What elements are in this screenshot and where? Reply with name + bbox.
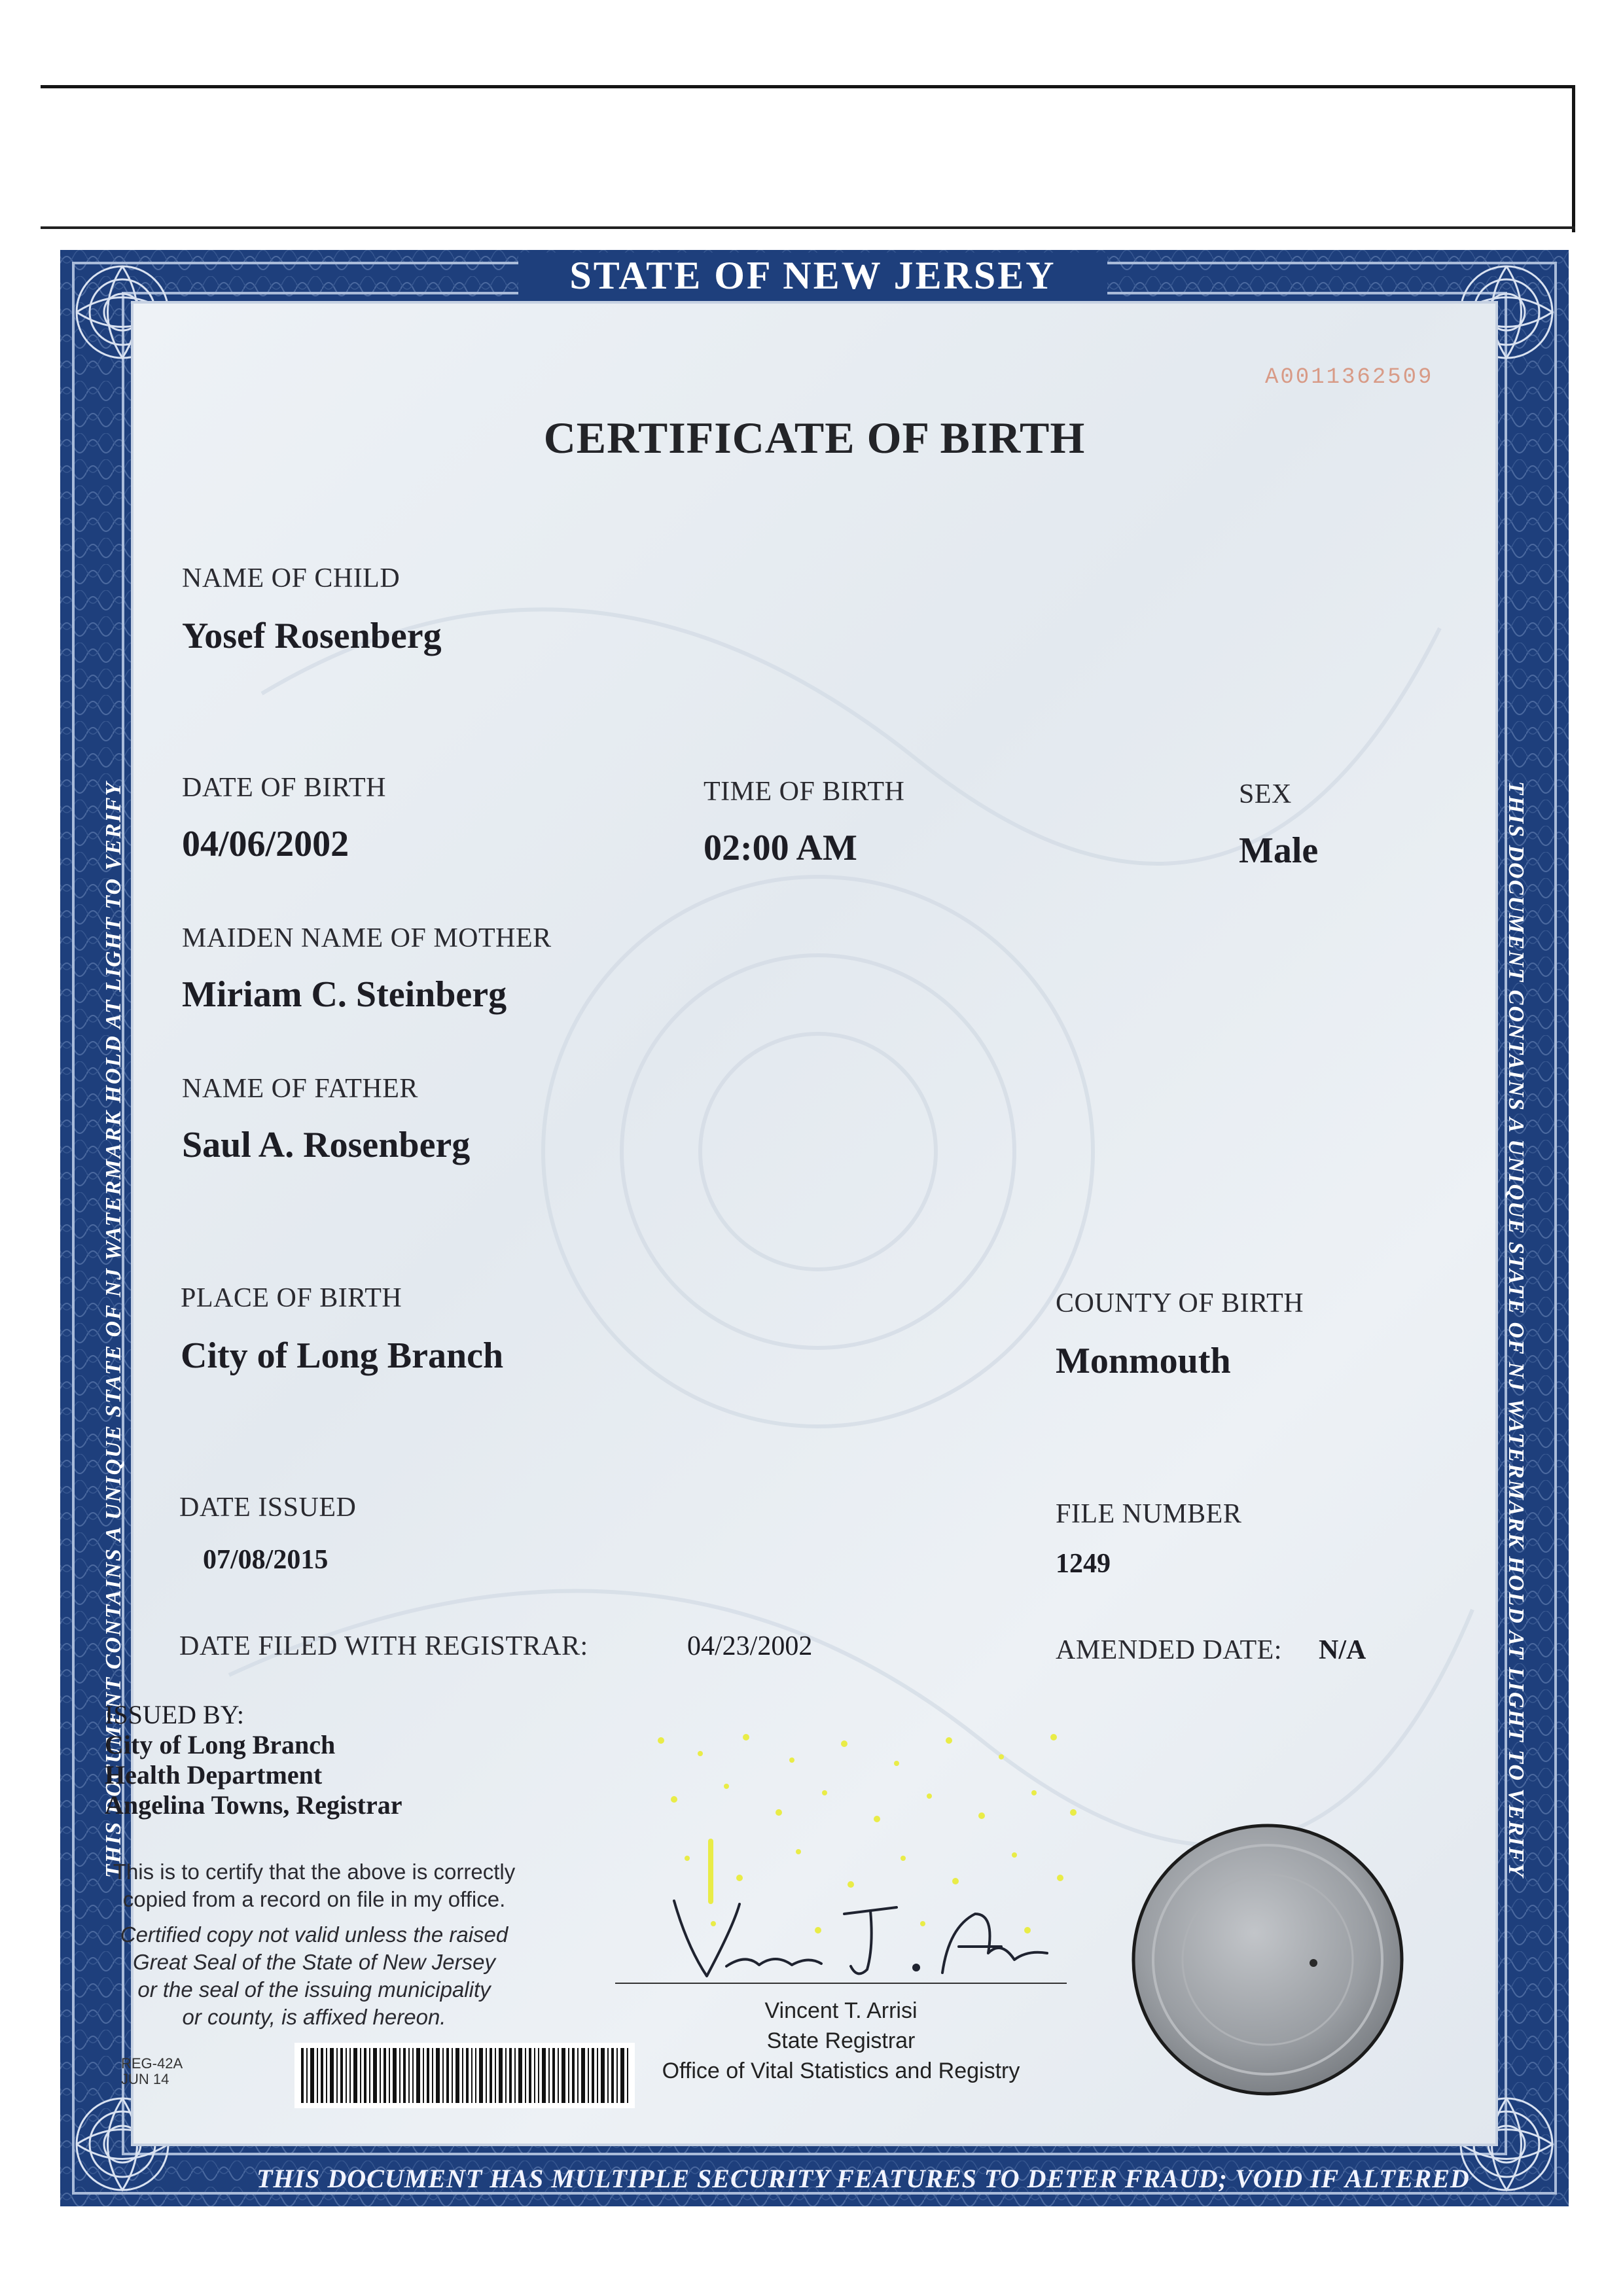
maiden-name-of-mother-label: MAIDEN NAME OF MOTHER (182, 923, 552, 953)
registrar-office: Office of Vital Statistics and Registry (662, 2058, 1020, 2083)
validity-line-2: Great Seal of the State of New Jersey (133, 1950, 495, 1974)
validity-line-4: or county, is affixed hereon. (182, 2005, 446, 2029)
county-of-birth-label: COUNTY OF BIRTH (1056, 1288, 1304, 1318)
issuer-line-1: City of Long Branch (105, 1730, 336, 1759)
date-issued-value: 07/08/2015 (203, 1545, 329, 1575)
date-issued-label: DATE ISSUED (179, 1492, 357, 1523)
registrar-name: Vincent T. Arrisi (764, 1998, 918, 2023)
serial-number: A0011362509 (1265, 365, 1434, 390)
registrar-title: State Registrar (766, 2028, 916, 2053)
form-code-line-1: REG-42A (121, 2055, 183, 2072)
validity-line-3: or the seal of the issuing municipality (137, 1977, 491, 2002)
amended-date-label: AMENDED DATE: (1056, 1635, 1282, 1665)
registrar-signature (661, 1888, 1067, 1986)
place-of-birth-label: PLACE OF BIRTH (181, 1283, 402, 1313)
amended-date-value: N/A (1319, 1635, 1366, 1665)
certification-line-1: This is to certify that the above is correctly (113, 1860, 516, 1884)
security-text-left: THIS DOCUMENT CONTAINS A UNIQUE STATE OF NJ WATERMARK HOLD AT LIGHT TO VERIFY (101, 781, 126, 1879)
date-filed-label: DATE FILED WITH REGISTRAR: (179, 1631, 588, 1661)
name-of-father-value: Saul A. Rosenberg (182, 1125, 471, 1165)
scan-frame-edge (41, 226, 1575, 229)
name-of-child-value: Yosef Rosenberg (182, 616, 442, 656)
form-code (121, 2056, 183, 2087)
security-text-right: THIS DOCUMENT CONTAINS A UNIQUE STATE OF NJ WATERMARK HOLD AT LIGHT TO VERIFY (1504, 781, 1528, 1879)
date-of-birth-value: 04/06/2002 (182, 824, 349, 864)
sex-value: Male (1239, 830, 1319, 871)
issued-by-block (105, 1700, 402, 1820)
issuer-line-2: Health Department (105, 1760, 323, 1790)
signature-line (615, 1983, 1067, 1984)
name-of-father-label: NAME OF FATHER (182, 1074, 418, 1104)
certification-validity-note (65, 1921, 563, 2031)
maiden-name-of-mother-value: Miriam C. Steinberg (182, 974, 507, 1015)
time-of-birth-label: TIME OF BIRTH (704, 777, 905, 807)
issuer-line-3: Angelina Towns, Registrar (105, 1790, 402, 1820)
security-text-bottom: THIS DOCUMENT HAS MULTIPLE SECURITY FEATURES TO DETER FRAUD; VOID IF ALTERED (257, 2164, 1470, 2193)
sex-label: SEX (1239, 779, 1292, 809)
raised-state-seal (1124, 1816, 1412, 2104)
barcode (294, 2043, 635, 2108)
county-of-birth-value: Monmouth (1056, 1341, 1231, 1381)
date-filed-value: 04/23/2002 (687, 1631, 813, 1661)
certification-line-2: copied from a record on file in my office. (122, 1887, 506, 1911)
scan-top-frame (41, 85, 1575, 232)
date-of-birth-label: DATE OF BIRTH (182, 773, 386, 803)
name-of-child-label: NAME OF CHILD (182, 563, 401, 593)
file-number-value: 1249 (1056, 1549, 1111, 1579)
place-of-birth-value: City of Long Branch (181, 1335, 504, 1376)
form-code-line-2: JUN 14 (121, 2071, 169, 2087)
registrar-block (615, 1996, 1067, 2086)
file-number-label: FILE NUMBER (1056, 1499, 1242, 1529)
certificate-title: CERTIFICATE OF BIRTH (543, 413, 1086, 463)
certification-statement (65, 1858, 563, 1913)
state-header-band: STATE OF NEW JERSEY (518, 253, 1107, 298)
time-of-birth-value: 02:00 AM (704, 828, 857, 868)
issued-by-label: ISSUED BY: (105, 1700, 245, 1729)
validity-line-1: Certified copy not valid unless the raised (120, 1922, 508, 1947)
